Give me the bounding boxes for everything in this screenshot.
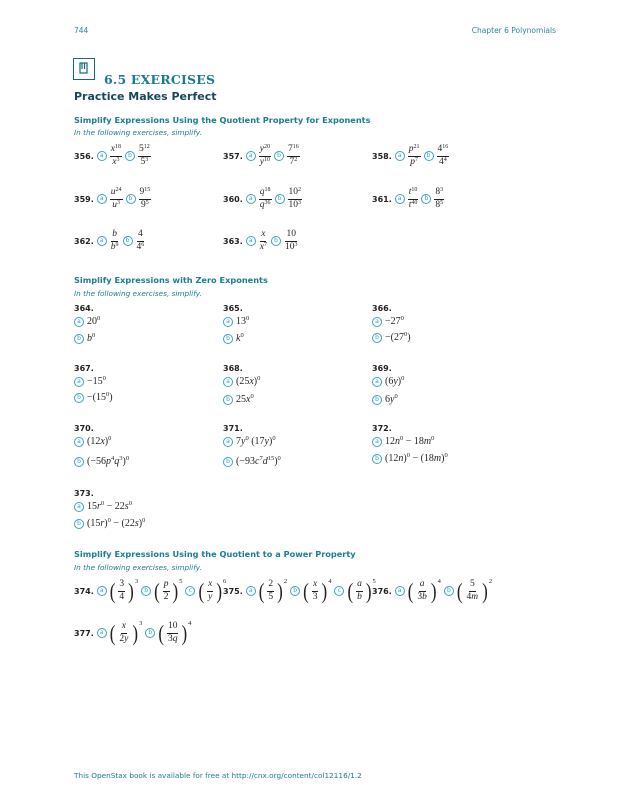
- expression: $k^0$: [236, 332, 244, 344]
- label-a: a: [74, 502, 84, 512]
- problem-368-a: [223, 376, 260, 387]
- problem-number: 362.: [74, 236, 94, 246]
- label-b: b: [223, 334, 233, 344]
- expression: $(-93c^7d^{15})^0$: [236, 455, 281, 467]
- problem-367-a: [74, 376, 106, 387]
- problem-356: [74, 145, 151, 167]
- section2-instructions: In the following exercises, simplify.: [74, 289, 202, 298]
- problem-364-b: [74, 333, 95, 344]
- expression: $12n^0 - 18m^0$: [385, 435, 435, 447]
- section1-instructions: In the following exercises, simplify.: [74, 128, 202, 137]
- problem-number: 357.: [223, 151, 243, 161]
- label-b: b: [126, 194, 136, 204]
- expression: $13^0$: [236, 315, 250, 327]
- page-number: 744: [74, 26, 89, 35]
- label-b: b: [372, 333, 382, 343]
- label-b: b: [145, 628, 155, 638]
- label-a: a: [372, 377, 382, 387]
- problem-number: 374.: [74, 586, 94, 596]
- label-a: a: [97, 236, 107, 246]
- problem-375: 375. a ( $\frac{2}{5}$ ) 2 b ( $\frac{x}{3}$ ) 4 c ( $\frac{a}{b}$ ) 5: [223, 578, 376, 604]
- label-a: a: [395, 586, 405, 596]
- label-b: b: [444, 586, 454, 596]
- expression: $\frac{10^2}{10^3}$: [288, 187, 301, 210]
- expression: $(-56p^4q^3)^0$: [87, 455, 130, 467]
- footer-text: This OpenStax book is available for free at http://cnx.org/content/col12116/1.2: [74, 771, 362, 780]
- problem-370-a: [74, 436, 111, 447]
- expression: $25x^0$: [236, 393, 254, 405]
- problem-number: 360.: [223, 194, 243, 204]
- problem-369-b: [372, 394, 398, 405]
- label-b: b: [372, 454, 382, 464]
- label-b: b: [74, 393, 84, 403]
- expression: $b^0$: [87, 332, 96, 344]
- expression: $7y^0$ $(17y)^0$: [236, 435, 276, 447]
- problem-376: 376. a ( $\frac{a}{3b}$ ) 4 b ( $\frac{5}{4m}$ ) 2: [372, 578, 493, 604]
- problem-number: 371.: [223, 424, 243, 433]
- label-b: b: [125, 151, 135, 161]
- label-a: a: [74, 437, 84, 447]
- expression: $\frac{p^{21}}{p^7}$: [408, 144, 420, 167]
- expression: $(12x)^0$: [87, 435, 112, 447]
- problem-358: [372, 145, 449, 167]
- problem-number: 377.: [74, 628, 94, 638]
- problem-366-a: [372, 316, 404, 327]
- problem-362: [74, 230, 145, 252]
- expression: $-(15^0)$: [87, 391, 113, 403]
- label-a: a: [395, 194, 405, 204]
- problem-371-a: [223, 436, 276, 447]
- section1-heading: Simplify Expressions Using the Quotient Property for Exponents: [74, 115, 371, 125]
- expression: $\frac{t^{10}}{t^{40}}$: [408, 187, 418, 210]
- problem-372-b: [372, 453, 448, 464]
- label-b: b: [141, 586, 151, 596]
- section-subtitle: Practice Makes Perfect: [74, 90, 217, 103]
- exercises-icon: [73, 58, 95, 80]
- problem-number: 375.: [223, 586, 243, 596]
- problem-number: 368.: [223, 364, 243, 373]
- expression: $\frac{7^{16}}{7^2}$: [287, 144, 299, 167]
- label-a: a: [372, 437, 382, 447]
- label-b: b: [123, 236, 133, 246]
- problem-number: 359.: [74, 194, 94, 204]
- problem-number: 358.: [372, 151, 392, 161]
- expression: $(25x)^0$: [236, 375, 261, 387]
- label-b: b: [372, 395, 382, 405]
- problem-number: 366.: [372, 304, 392, 313]
- label-b: b: [274, 151, 284, 161]
- problem-371-b: [223, 456, 281, 467]
- expression: $\frac{9^{15}}{9^5}$: [139, 187, 151, 210]
- problem-373-b: [74, 518, 145, 529]
- problem-365-b: [223, 333, 244, 344]
- label-a: a: [97, 151, 107, 161]
- problem-number: 369.: [372, 364, 392, 373]
- expression: $\frac{b}{b^9}$: [110, 229, 119, 252]
- problem-363: [223, 230, 298, 252]
- expression: $15r^0 - 22s^0$: [87, 500, 132, 512]
- expression: $(12n)^0 - (18m)^0$: [385, 452, 448, 464]
- problem-361: [372, 188, 444, 210]
- expression: $\frac{y^{20}}{y^{10}}$: [259, 144, 270, 167]
- expression: $\frac{10}{10^3}$: [284, 229, 298, 252]
- label-b: b: [290, 586, 300, 596]
- problem-357: [223, 145, 300, 167]
- problem-364-a: [74, 316, 100, 327]
- expression: $\frac{q^{18}}{q^{36}}$: [259, 187, 271, 210]
- problem-number: 365.: [223, 304, 243, 313]
- label-a: a: [74, 317, 84, 327]
- label-a: a: [223, 377, 233, 387]
- problem-number: 364.: [74, 304, 94, 313]
- problem-374: 374. a ( $\frac{3}{4}$ ) 3 b ( $\frac{p}{2}$ ) 5 c ( $\frac{x}{y}$ ) 6: [74, 578, 227, 604]
- label-a: a: [223, 317, 233, 327]
- problem-number: 372.: [372, 424, 392, 433]
- expression: $-27^0$: [385, 315, 404, 327]
- problem-359: [74, 188, 151, 210]
- chapter-title: Chapter 6 Polynomials: [471, 26, 556, 35]
- section3-instructions: In the following exercises, simplify.: [74, 563, 202, 572]
- label-b: b: [74, 457, 84, 467]
- problem-number: 376.: [372, 586, 392, 596]
- problem-365-a: [223, 316, 249, 327]
- label-b: b: [223, 395, 233, 405]
- expression: $-(27^0)$: [385, 331, 411, 343]
- problem-number: 370.: [74, 424, 94, 433]
- problem-367-b: [74, 392, 113, 403]
- expression: $\frac{4}{4^6}$: [136, 229, 145, 252]
- label-b: b: [223, 457, 233, 467]
- problem-number: 361.: [372, 194, 392, 204]
- problem-number: 367.: [74, 364, 94, 373]
- label-a: a: [246, 151, 256, 161]
- label-a: a: [246, 586, 256, 596]
- label-a: a: [97, 194, 107, 204]
- expression: $\frac{4^{16}}{4^4}$: [437, 144, 449, 167]
- label-a: a: [74, 377, 84, 387]
- expression: $\frac{x}{x^7}$: [259, 229, 267, 252]
- problem-360: [223, 188, 302, 210]
- problem-number: 356.: [74, 151, 94, 161]
- problem-373-a: [74, 501, 132, 512]
- expression: $\frac{5^{12}}{5^3}$: [138, 144, 150, 167]
- label-a: a: [97, 628, 107, 638]
- problem-372-a: [372, 436, 434, 447]
- label-a: a: [246, 236, 256, 246]
- problem-369-a: [372, 376, 404, 387]
- label-b: b: [74, 519, 84, 529]
- section-title: 6.5 EXERCISES: [104, 72, 216, 87]
- section3-heading: Simplify Expressions Using the Quotient to a Power Property: [74, 549, 356, 559]
- label-a: a: [395, 151, 405, 161]
- label-a: a: [97, 586, 107, 596]
- problem-368-b: [223, 394, 254, 405]
- expression: $\frac{x^{18}}{x^3}$: [110, 144, 121, 167]
- label-b: b: [271, 236, 281, 246]
- expression: $(6y)^0$: [385, 375, 405, 387]
- section2-heading: Simplify Expressions with Zero Exponents: [74, 275, 268, 285]
- problem-370-b: [74, 456, 129, 467]
- problem-377: 377. a ( $\frac{x}{2y}$ ) 3 b ( $\frac{10}{3q}$ ) 4: [74, 620, 192, 646]
- expression: $\frac{8^3}{8^5}$: [435, 187, 444, 210]
- label-b: b: [421, 194, 431, 204]
- label-b: b: [275, 194, 285, 204]
- label-b: b: [424, 151, 434, 161]
- problem-366-b: [372, 332, 411, 343]
- label-a: a: [223, 437, 233, 447]
- expression: $(15r)^0 - (22s)^0$: [87, 517, 146, 529]
- label-b: b: [74, 334, 84, 344]
- label-c: c: [334, 586, 344, 596]
- problem-number: 373.: [74, 489, 94, 498]
- label-a: a: [372, 317, 382, 327]
- expression: $-15^0$: [87, 375, 106, 387]
- expression: $6y^0$: [385, 393, 398, 405]
- problem-number: 363.: [223, 236, 243, 246]
- label-a: a: [246, 194, 256, 204]
- expression: $\frac{u^{24}}{u^3}$: [110, 187, 122, 210]
- label-c: c: [185, 586, 195, 596]
- expression: $20^0$: [87, 315, 101, 327]
